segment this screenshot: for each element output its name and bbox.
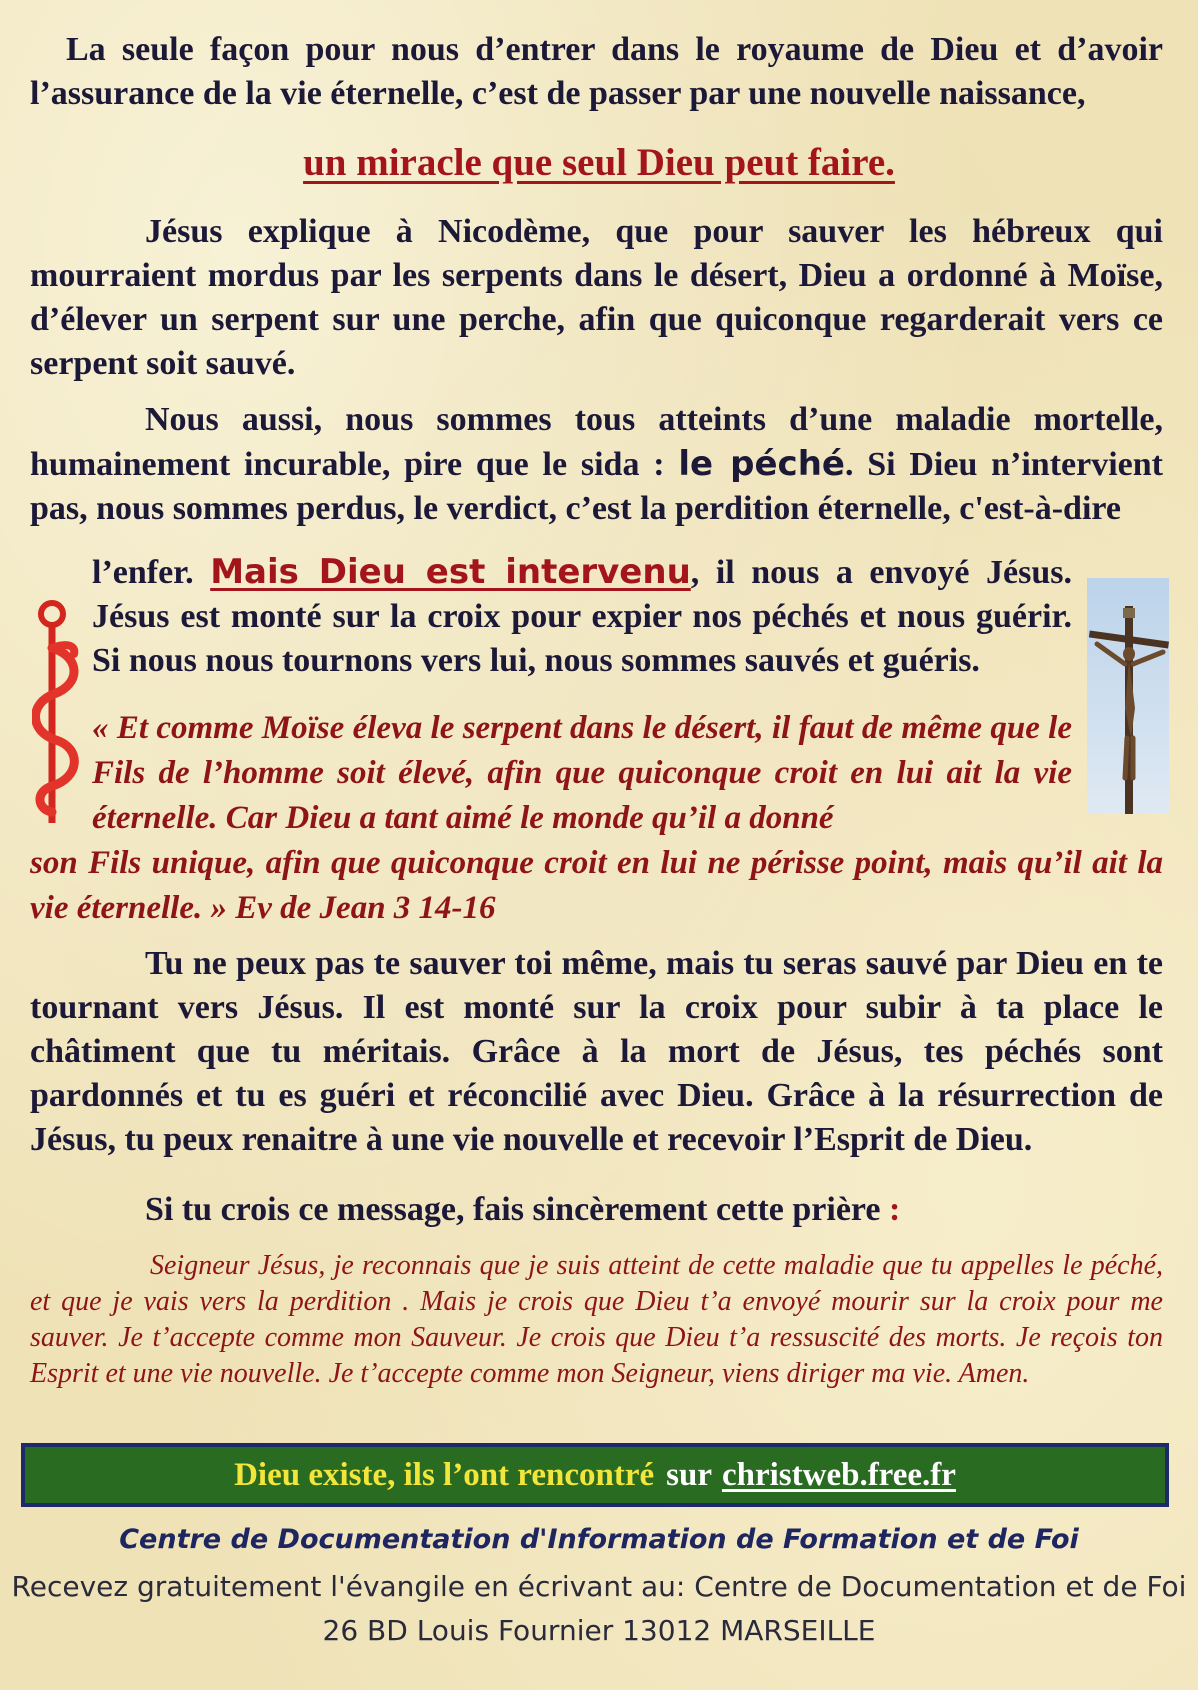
hell-text: l’enfer. bbox=[92, 554, 211, 591]
footer-offer: Recevez gratuitement l'évangile en écrivant au: Centre de Documentation et de Foi bbox=[11, 1570, 1187, 1603]
banner-sur: sur bbox=[666, 1456, 712, 1493]
nicodeme-paragraph: Jésus explique à Nicodème, que pour sauver les hébreux qui mourraient mordus par les serpents dans le désert, Dieu a ordonné à Moïse, d’élever un serpent sur une perche, afin que quiconque regarderait vers ce serpent soit sauvé. bbox=[30, 213, 1163, 382]
prayer-intro-text: Si tu crois ce message, fais sincèrement cette prière bbox=[145, 1191, 889, 1228]
miracle-heading: un miracle que seul Dieu peut faire. bbox=[303, 141, 895, 184]
prayer-intro bbox=[30, 1188, 1163, 1232]
sin-word: le péché bbox=[678, 444, 845, 484]
scripture-quote-part2: son Fils unique, afin que quiconque croit en lui ne périsse point, mais qu’il ait la vie éternelle. » Ev de Jean 3 14-16 bbox=[30, 845, 1163, 926]
disease-text-2: . Si Dieu n’intervient pas, nous sommes perdus, le verdict, c’est la perdition éternelle, c'est-à-dire bbox=[30, 446, 1163, 527]
disease-text-1: Nous aussi, nous sommes tous atteints d’une maladie mortelle, humainement incurable, pire que le sida : bbox=[30, 401, 1163, 483]
intervention-paragraph bbox=[92, 550, 1072, 683]
crucifix-image bbox=[1087, 578, 1169, 814]
website-link[interactable]: christweb.free.fr bbox=[721, 1456, 956, 1493]
website-banner bbox=[21, 1443, 1169, 1507]
god-intervened-text: Mais Dieu est intervenu bbox=[210, 552, 691, 592]
intervention-text: , il nous a envoyé Jésus. Jésus est monté sur la croix pour expier nos péchés et nous guérir. Si nous nous tournons vers lui, nous sommes sauvés et guéris. bbox=[92, 554, 1072, 679]
disease-paragraph bbox=[30, 398, 1163, 531]
serpent-on-pole-icon bbox=[32, 598, 88, 828]
prayer-text: Seigneur Jésus, je reconnais que je suis atteint de cette maladie que tu appelles le péché, et que je vais vers la perdition . Mais je crois que Dieu t’a envoyé mourir sur la croix pour me sauver. Je t’accepte comme mon Sauveur. Je crois que Dieu t’a ressuscité des morts. Je reçois ton Esprit et une vie nouvelle. Je t’accepte comme mon Seigneur, viens diriger ma vie. Amen. bbox=[30, 1250, 1163, 1389]
salvation-paragraph: Tu ne peux pas te sauver toi même, mais tu seras sauvé par Dieu en te tournant vers Jésus. Il est monté sur la croix pour subir à ta place le châtiment que tu méritais. Grâce à la mort de Jésus, tes péchés sont pardonnés et tu es guéri et réconcilié avec Dieu. Grâce à la résurrection de Jésus, tu peux renaitre à une vie nouvelle et recevoir l’Esprit de Dieu. bbox=[30, 945, 1163, 1158]
banner-slogan: Dieu existe, ils l’ont rencontré bbox=[234, 1456, 655, 1493]
scripture-quote-part1: « Et comme Moïse éleva le serpent dans le désert, il faut de même que le Fils de l’homme soit élevé, afin que quiconque croit en lui ait la vie éternelle. Car Dieu a tant aimé le monde qu’il a donné bbox=[92, 710, 1072, 836]
footer-organization: Centre de Documentation d'Information de Formation et de Foi bbox=[119, 1524, 1079, 1555]
footer-address: 26 BD Louis Fournier 13012 MARSEILLE bbox=[322, 1614, 876, 1647]
intro-paragraph: La seule façon pour nous d’entrer dans le royaume de Dieu et d’avoir l’assurance de la vie éternelle, c’est de passer par une nouvelle naissance, bbox=[30, 31, 1163, 112]
prayer-intro-colon: : bbox=[888, 1191, 901, 1228]
